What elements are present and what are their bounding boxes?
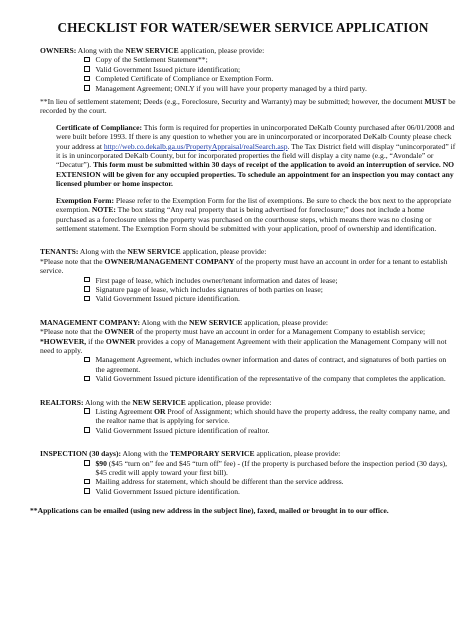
checklist-item-label: First page of lease, which includes owner/tenant information and dates of lease; bbox=[95, 275, 338, 285]
checkbox[interactable] bbox=[84, 460, 90, 466]
fee-description: ($45 “turn on” fee and $45 “turn off” fee) - (If the property is purchased before the inspection period (30 days), $45 credit will apply toward your first bill). bbox=[95, 458, 448, 478]
owners-note-end: be recorded by the court. bbox=[40, 97, 456, 116]
checklist-item-label: Valid Government Issued picture identification of the representative of the company that completes the application. bbox=[95, 374, 446, 384]
owners-note-text: **In lieu of settlement statement; Deeds (e.g., Foreclosure, Security and Warranty) may be submitted; however, the document bbox=[40, 97, 425, 107]
proof-of-assignment-text: Proof of Assignment; which should have the property address, the realty company name, and the realtor name that is applying for service. bbox=[95, 407, 450, 426]
checkbox[interactable] bbox=[84, 57, 90, 63]
exemption-text: Please refer to the Exemption Form for the list of exemptions. Be sure to check the box next to the appropriate exemption. bbox=[56, 195, 452, 215]
inspection-section bbox=[40, 449, 456, 496]
owners-section bbox=[40, 46, 456, 116]
owners-intro-end: application, please provide: bbox=[178, 46, 265, 55]
checkbox[interactable] bbox=[84, 286, 90, 292]
management-note bbox=[40, 327, 456, 336]
inspection-checklist-item bbox=[84, 477, 456, 486]
tenants-note-emphasis: OWNER/MANAGEMENT COMPANY bbox=[104, 256, 235, 266]
exemption-paragraph bbox=[56, 196, 456, 234]
realtors-intro-end: application, please provide: bbox=[185, 397, 272, 407]
exemption-text-cont: The box stating “Any real property that is being advertised for foreclosure;” does not include a home purchased as a foreclosure unless the property was purchased on the courthouse steps, which means there was no closing or settlement statement. The Exemption Form should be submitted with your application, proof of ownership and identification. bbox=[56, 205, 437, 233]
owners-intro bbox=[40, 46, 456, 55]
checkbox[interactable] bbox=[84, 376, 90, 382]
tenants-note-text: *Please note that the bbox=[40, 256, 105, 266]
inspection-heading: INSPECTION (30 days): bbox=[40, 449, 122, 459]
certificate-paragraph bbox=[56, 123, 456, 189]
however-text: if the bbox=[86, 336, 106, 346]
management-note-text: *Please note that the bbox=[40, 327, 105, 337]
owners-intro-text: Along with the bbox=[76, 46, 126, 55]
however-text-end: provides a copy of Management Agreement with their application the Management Company will not need to apply. bbox=[40, 336, 447, 355]
checklist-item-label bbox=[96, 459, 457, 478]
management-intro-text: Along with the bbox=[140, 317, 189, 327]
or-emphasis: OR bbox=[154, 407, 166, 416]
realtors-section bbox=[40, 398, 456, 436]
owners-checklist-item bbox=[84, 65, 456, 74]
checklist-item-label: Management Agreement; ONLY if you will have your property managed by a third party. bbox=[95, 83, 367, 93]
tenants-section bbox=[40, 247, 456, 303]
management-note-emphasis: OWNER bbox=[104, 327, 135, 337]
management-service-type: NEW SERVICE bbox=[189, 317, 243, 327]
checkbox[interactable] bbox=[84, 66, 90, 72]
realtors-intro bbox=[40, 398, 456, 407]
tenants-checklist-item bbox=[84, 276, 456, 285]
tenants-checklist-item bbox=[84, 285, 456, 294]
property-search-link[interactable]: http://web.co.dekalb.ga.us/PropertyAppraisal/realSearch.asp bbox=[103, 141, 288, 151]
management-heading: MANAGEMENT COMPANY: bbox=[40, 317, 141, 327]
checklist-item-label bbox=[96, 407, 457, 426]
realtors-checklist-item bbox=[84, 407, 456, 426]
certificate-text-cont: . The Tax District field will display “unincorporated” if it is in unincorporated DeKalb County, but for incorporated properties the field will display a city name (e.g., “Avondale” or “Decatur”). bbox=[56, 141, 456, 170]
however-label: *HOWEVER, bbox=[40, 336, 87, 346]
owners-note-emphasis: MUST bbox=[424, 97, 447, 107]
inspection-service-type: TEMPORARY SERVICE bbox=[169, 449, 255, 459]
realtors-checklist-item bbox=[84, 426, 456, 435]
owners-checklist-item bbox=[84, 84, 456, 93]
checkbox[interactable] bbox=[84, 479, 90, 485]
certificate-text: This form is required for properties in unincorporated DeKalb County purchased after 06/01/2008 and were built before 1993. If there is any question to whether you are in unincorporated or incorporated DeKalb County please check your address at bbox=[56, 122, 455, 151]
checkbox[interactable] bbox=[84, 277, 90, 283]
tenants-note bbox=[40, 257, 456, 276]
checklist-item-label: Valid Government Issued picture identification. bbox=[95, 294, 240, 304]
checkbox[interactable] bbox=[84, 408, 90, 414]
document-title: CHECKLIST FOR WATER/SEWER SERVICE APPLICATION bbox=[57, 20, 429, 35]
listing-agreement-text: Listing Agreement bbox=[95, 407, 155, 416]
tenants-checklist-item bbox=[84, 294, 456, 303]
checklist-item-label: Mailing address for statement, which should be different than the service address. bbox=[95, 477, 344, 487]
certificate-heading: Certificate of Compliance: bbox=[56, 122, 143, 132]
tenants-intro-end: application, please provide: bbox=[180, 247, 267, 257]
owners-checklist-item bbox=[84, 55, 456, 64]
checkbox[interactable] bbox=[84, 76, 90, 82]
management-note-end: of the property must have an account in order for a Management Company to establish service; bbox=[134, 327, 426, 337]
realtors-intro-text: Along with the bbox=[83, 397, 133, 407]
checklist-item-label: Valid Government Issued picture identification. bbox=[95, 486, 240, 496]
inspection-intro-text: Along with the bbox=[121, 449, 170, 459]
tenants-intro bbox=[40, 247, 456, 256]
checklist-item-label: Signature page of lease, which includes signatures of both parties on lease; bbox=[95, 284, 323, 294]
owners-checklist-item bbox=[84, 74, 456, 83]
management-intro bbox=[40, 318, 456, 327]
certificate-deadline-text: This form must be submitted within 30 days of receipt of the application to avoid an interruption of service. NO EXTENSION will be given for any occupied properties. To schedule an appointment for an inspection you may contact any licensed plumber or home inspector. bbox=[56, 160, 455, 189]
tenants-service-type: NEW SERVICE bbox=[127, 247, 181, 257]
checklist-item-label: Valid Government Issued picture identification of realtor. bbox=[95, 425, 270, 435]
realtors-heading: REALTORS: bbox=[40, 397, 84, 407]
checkbox[interactable] bbox=[84, 427, 90, 433]
checklist-item-label: Management Agreement, which includes owner information and dates of contract, and signatures of both parties on the agreement. bbox=[95, 355, 447, 374]
management-intro-end: application, please provide: bbox=[242, 317, 329, 327]
realtors-service-type: NEW SERVICE bbox=[132, 397, 186, 407]
checkbox[interactable] bbox=[84, 85, 90, 91]
inspection-intro-end: application, please provide: bbox=[254, 449, 341, 459]
management-checklist-item bbox=[84, 355, 456, 374]
checklist-item-label: Completed Certificate of Compliance or Exemption Form. bbox=[95, 74, 274, 84]
checklist-item-label: Copy of the Settlement Statement**; bbox=[95, 55, 208, 65]
checkbox[interactable] bbox=[84, 488, 90, 494]
checkbox[interactable] bbox=[84, 296, 90, 302]
inspection-checklist-item bbox=[84, 459, 456, 478]
tenants-note-end: of the property must have an account in order for a tenant to establish service. bbox=[40, 256, 448, 276]
however-emphasis: OWNER bbox=[105, 336, 136, 346]
footer-note: **Applications can be emailed (using new address in the subject line), faxed, mailed or brought in to our office. bbox=[30, 506, 389, 516]
management-checklist-item bbox=[84, 374, 456, 383]
checklist-item-label: Valid Government Issued picture identification; bbox=[95, 64, 241, 74]
exemption-heading: Exemption Form: bbox=[56, 195, 114, 205]
inspection-intro bbox=[40, 449, 456, 458]
management-however-note bbox=[40, 337, 456, 356]
tenants-intro-text: Along with the bbox=[78, 247, 128, 257]
tenants-heading: TENANTS: bbox=[40, 247, 79, 257]
inspection-checklist-item bbox=[84, 487, 456, 496]
owners-note bbox=[40, 97, 456, 116]
checkbox[interactable] bbox=[84, 357, 90, 363]
exemption-note-label: NOTE: bbox=[91, 205, 116, 215]
owners-service-type: NEW SERVICE bbox=[125, 46, 179, 55]
owners-heading: OWNERS: bbox=[40, 46, 77, 55]
management-section bbox=[40, 318, 456, 384]
fee-amount: $90 bbox=[95, 458, 107, 468]
